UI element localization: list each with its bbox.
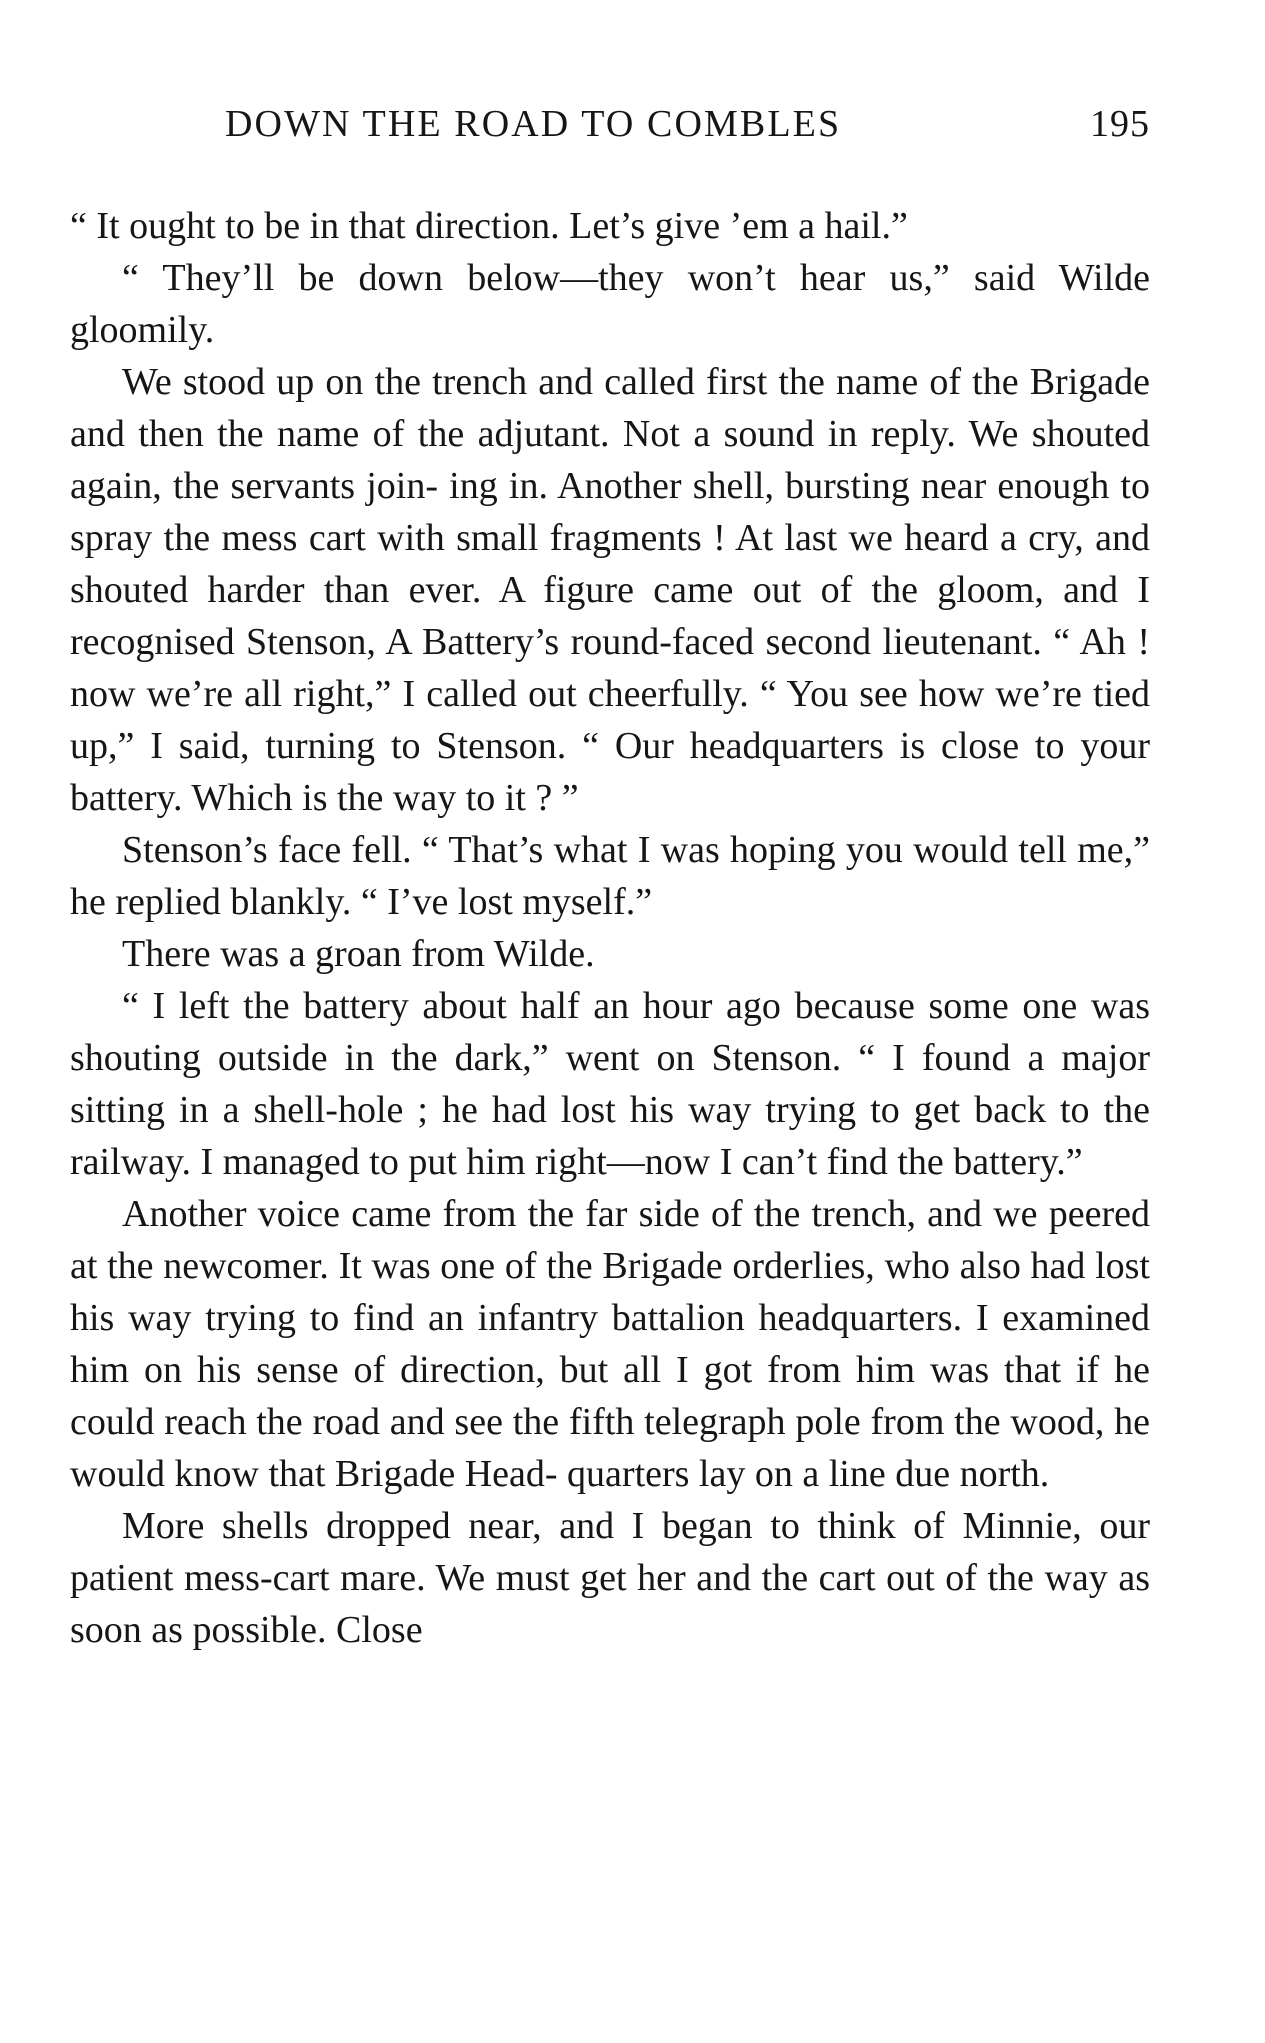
page-number: 195 bbox=[1090, 103, 1150, 145]
paragraph: More shells dropped near, and I began to think of Minnie, our patient mess-cart mare. We must get her and the cart out of the way as soon as possible. Close bbox=[70, 1505, 1150, 1651]
paragraph: “ They’ll be down below—they won’t hear us,” said Wilde gloomily. bbox=[70, 257, 1150, 351]
running-title: DOWN THE ROAD TO COMBLES bbox=[225, 103, 842, 145]
running-header bbox=[70, 98, 1150, 150]
paragraph: There was a groan from Wilde. bbox=[122, 933, 595, 975]
paragraph: Another voice came from the far side of the trench, and we peered at the newcomer. It was one of the Brigade orderlies, who also had lost his way trying to find an infantry battalion headquarters. I examined him on his sense of direction, but all I got from him was that if he could reach the road and see the fifth telegraph pole from the wood, he would know that Brigade Head- quarters lay on a line due north. bbox=[70, 1193, 1150, 1495]
paragraph: “ It ought to be in that direction. Let’s give ’em a hail.” bbox=[70, 205, 908, 247]
body-text bbox=[70, 200, 1150, 1656]
paragraph: We stood up on the trench and called first the name of the Brigade and then the name of the adjutant. Not a sound in reply. We shouted again, the servants join- ing in. Another shell, bursting near enough to spray the mess cart with small fragments ! At last we heard a cry, and shouted harder than ever. A figure came out of the gloom, and I recognised Stenson, A Battery’s round-faced second lieutenant. “ Ah ! now we’re all right,” I called out cheerfully. “ You see how we’re tied up,” I said, turning to Stenson. “ Our headquarters is close to your battery. Which is the way to it ? ” bbox=[70, 361, 1150, 819]
paragraph: Stenson’s face fell. “ That’s what I was hoping you would tell me,” he replied blankly. “ I’ve lost myself.” bbox=[70, 829, 1150, 923]
paragraph: “ I left the battery about half an hour ago because some one was shouting outside in the dark,” went on Stenson. “ I found a major sitting in a shell-hole ; he had lost his way trying to get back to the railway. I managed to put him right—now I can’t find the battery.” bbox=[70, 985, 1150, 1183]
